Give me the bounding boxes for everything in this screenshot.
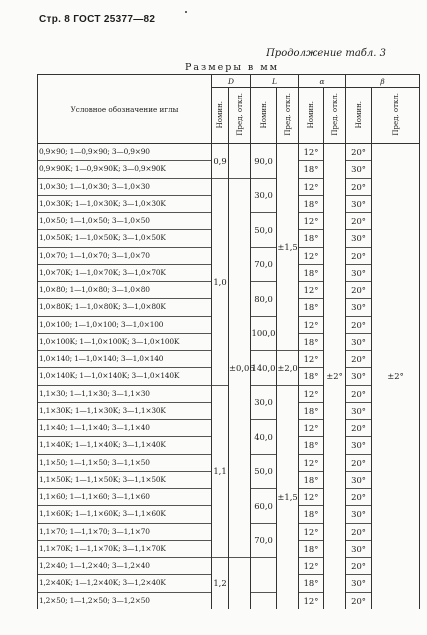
alpha-nominal: 18° xyxy=(299,540,324,557)
needle-designation: 1,1×50K; 1—1,1×50K; 3—1,1×50K xyxy=(38,471,212,488)
beta-nominal: 30° xyxy=(346,540,372,557)
beta-nominal: 20° xyxy=(346,178,372,195)
group-header-D: D xyxy=(212,75,251,88)
alpha-nominal: 12° xyxy=(299,558,324,575)
sub-header-beta-pred: Пред. откл. xyxy=(372,88,420,144)
beta-nominal: 30° xyxy=(346,333,372,350)
diameter-tolerance xyxy=(229,558,251,609)
alpha-nominal: 18° xyxy=(299,437,324,454)
alpha-nominal: 12° xyxy=(299,178,324,195)
needle-designation: 1,0×50K; 1—1,0×50K; 3—1,0×50K xyxy=(38,230,212,247)
sub-header-alpha-nomin: Номин. xyxy=(299,88,324,144)
beta-nominal: 20° xyxy=(346,592,372,609)
needle-designation: 1,0×70K; 1—1,0×70K; 3—1,0×70K xyxy=(38,264,212,281)
alpha-nominal: 18° xyxy=(299,368,324,385)
length-nominal: 100,0 xyxy=(251,316,277,351)
beta-nominal: 30° xyxy=(346,368,372,385)
length-tolerance: ±1,5 xyxy=(277,385,299,609)
alpha-nominal: 18° xyxy=(299,575,324,592)
needle-designation: 1,2×40K; 1—1,2×40K; 3—1,2×40K xyxy=(38,575,212,592)
beta-nominal: 30° xyxy=(346,471,372,488)
condition-header: Условное обозначение иглы xyxy=(38,75,212,144)
table-row xyxy=(38,144,420,161)
needle-designation: 1,0×70; 1—1,0×70; 3—1,0×70 xyxy=(38,247,212,264)
alpha-nominal: 18° xyxy=(299,402,324,419)
needle-designation: 1,2×50; 1—1,2×50; 3—1,2×50 xyxy=(38,592,212,609)
beta-nominal: 20° xyxy=(346,351,372,368)
needle-designation: 1,0×30K; 1—1,0×30K; 3—1,0×30K xyxy=(38,195,212,212)
alpha-nominal: 18° xyxy=(299,471,324,488)
sub-header-L-nomin: Номин. xyxy=(251,88,277,144)
length-nominal: 30,0 xyxy=(251,385,277,420)
needle-designation: 1,0×80; 1—1,0×80; 3—1,0×80 xyxy=(38,282,212,299)
table-continuation: Продолжение табл. 3 xyxy=(266,48,386,59)
needle-designation: 1,0×140K; 1—1,0×140K; 3—1,0×140K xyxy=(38,368,212,385)
alpha-nominal: 18° xyxy=(299,195,324,212)
needle-designation: 1,2×40; 1—1,2×40; 3—1,2×40 xyxy=(38,558,212,575)
beta-nominal: 20° xyxy=(346,247,372,264)
sub-header-D-pred: Пред. откл. xyxy=(229,88,251,144)
beta-nominal: 30° xyxy=(346,161,372,178)
alpha-nominal: 12° xyxy=(299,144,324,161)
alpha-nominal: 18° xyxy=(299,506,324,523)
length-nominal: 90,0 xyxy=(251,144,277,179)
needle-designation: 1,1×40K; 1—1,1×40K; 3—1,1×40K xyxy=(38,437,212,454)
sub-header-L-pred: Пред. откл. xyxy=(277,88,299,144)
needle-designation: 1,1×60K; 1—1,1×60K; 3—1,1×60K xyxy=(38,506,212,523)
beta-nominal: 20° xyxy=(346,282,372,299)
alpha-nominal: 18° xyxy=(299,161,324,178)
sub-header-D-nomin: Номин. xyxy=(212,88,229,144)
length-nominal: 50,0 xyxy=(251,454,277,489)
needle-designation: 0,9×90K; 1—0,9×90K; 3—0,9×90K xyxy=(38,161,212,178)
speck xyxy=(185,11,187,13)
needle-designation: 1,0×100K; 1—1,0×100K; 3—1,0×100K xyxy=(38,333,212,350)
beta-nominal: 20° xyxy=(346,316,372,333)
length-nominal: 70,0 xyxy=(251,247,277,282)
beta-nominal: 30° xyxy=(346,299,372,316)
beta-nominal: 20° xyxy=(346,144,372,161)
alpha-nominal: 18° xyxy=(299,299,324,316)
needle-designation: 0,9×90; 1—0,9×90; 3—0,9×90 xyxy=(38,144,212,161)
beta-nominal: 30° xyxy=(346,437,372,454)
beta-nominal: 20° xyxy=(346,489,372,506)
beta-nominal: 30° xyxy=(346,506,372,523)
length-nominal: 140,0 xyxy=(251,351,277,386)
sub-header-beta-nomin: Номин. xyxy=(346,88,372,144)
beta-nominal: 20° xyxy=(346,558,372,575)
alpha-nominal: 18° xyxy=(299,230,324,247)
beta-nominal: 30° xyxy=(346,575,372,592)
alpha-nominal: 12° xyxy=(299,351,324,368)
beta-nominal: 20° xyxy=(346,385,372,402)
needle-designation: 1,1×70; 1—1,1×70; 3—1,1×70 xyxy=(38,523,212,540)
needle-designation: 1,1×40; 1—1,1×40; 3—1,1×40 xyxy=(38,420,212,437)
alpha-nominal: 12° xyxy=(299,316,324,333)
needle-designation: 1,0×30; 1—1,0×30; 3—1,0×30 xyxy=(38,178,212,195)
length-nominal: 30,0 xyxy=(251,178,277,213)
length-nominal: 70,0 xyxy=(251,523,277,558)
needle-designation: 1,0×50; 1—1,0×50; 3—1,0×50 xyxy=(38,213,212,230)
diameter-nominal: 0,9 xyxy=(212,144,229,179)
table-row xyxy=(38,178,420,195)
length-nominal: 50,0 xyxy=(251,213,277,248)
diameter-nominal: 1,2 xyxy=(212,558,229,609)
beta-nominal: 30° xyxy=(346,195,372,212)
alpha-nominal: 12° xyxy=(299,282,324,299)
alpha-nominal: 12° xyxy=(299,385,324,402)
needle-designation: 1,1×30; 1—1,1×30; 3—1,1×30 xyxy=(38,385,212,402)
beta-nominal: 20° xyxy=(346,213,372,230)
group-header-L: L xyxy=(251,75,299,88)
alpha-nominal: 12° xyxy=(299,489,324,506)
needle-designation: 1,1×70K; 1—1,1×70K; 3—1,1×70K xyxy=(38,540,212,557)
alpha-nominal: 18° xyxy=(299,264,324,281)
length-tolerance: ±1,5 xyxy=(277,144,299,351)
page-header: Стр. 8 ГОСТ 25377—82 xyxy=(39,14,156,25)
sizes-caption: Размеры в мм xyxy=(185,62,280,73)
length-nominal xyxy=(251,592,277,609)
length-nominal xyxy=(251,558,277,593)
alpha-nominal: 12° xyxy=(299,420,324,437)
alpha-nominal: 12° xyxy=(299,523,324,540)
needle-designation: 1,0×80K; 1—1,0×80K; 3—1,0×80K xyxy=(38,299,212,316)
needle-designation: 1,1×30K; 1—1,1×30K; 3—1,1×30K xyxy=(38,402,212,419)
diameter-tolerance: ±0,06 xyxy=(229,178,251,558)
beta-nominal: 20° xyxy=(346,420,372,437)
needle-designation: 1,1×60; 1—1,1×60; 3—1,1×60 xyxy=(38,489,212,506)
table-row xyxy=(38,558,420,575)
diameter-tolerance xyxy=(229,144,251,179)
alpha-nominal: 12° xyxy=(299,592,324,609)
beta-nominal: 30° xyxy=(346,402,372,419)
beta-nominal: 20° xyxy=(346,523,372,540)
beta-nominal: 30° xyxy=(346,230,372,247)
group-header-alpha: α xyxy=(299,75,346,88)
length-nominal: 80,0 xyxy=(251,282,277,317)
spec-table xyxy=(37,74,420,609)
beta-nominal: 30° xyxy=(346,264,372,281)
sub-header-alpha-pred: Пред. откл. xyxy=(324,88,346,144)
diameter-nominal: 1,1 xyxy=(212,385,229,558)
alpha-nominal: 12° xyxy=(299,247,324,264)
length-tolerance: ±2,0 xyxy=(277,351,299,386)
length-nominal: 60,0 xyxy=(251,489,277,524)
diameter-nominal: 1,0 xyxy=(212,178,229,385)
needle-designation: 1,1×50; 1—1,1×50; 3—1,1×50 xyxy=(38,454,212,471)
group-header-beta: β xyxy=(346,75,420,88)
alpha-tolerance: ±2° xyxy=(324,144,346,609)
beta-tolerance: ±2° xyxy=(372,144,420,609)
alpha-nominal: 12° xyxy=(299,213,324,230)
needle-designation: 1,0×140; 1—1,0×140; 3—1,0×140 xyxy=(38,351,212,368)
beta-nominal: 20° xyxy=(346,454,372,471)
alpha-nominal: 12° xyxy=(299,454,324,471)
needle-designation: 1,0×100; 1—1,0×100; 3—1,0×100 xyxy=(38,316,212,333)
length-nominal: 40,0 xyxy=(251,420,277,455)
alpha-nominal: 18° xyxy=(299,333,324,350)
